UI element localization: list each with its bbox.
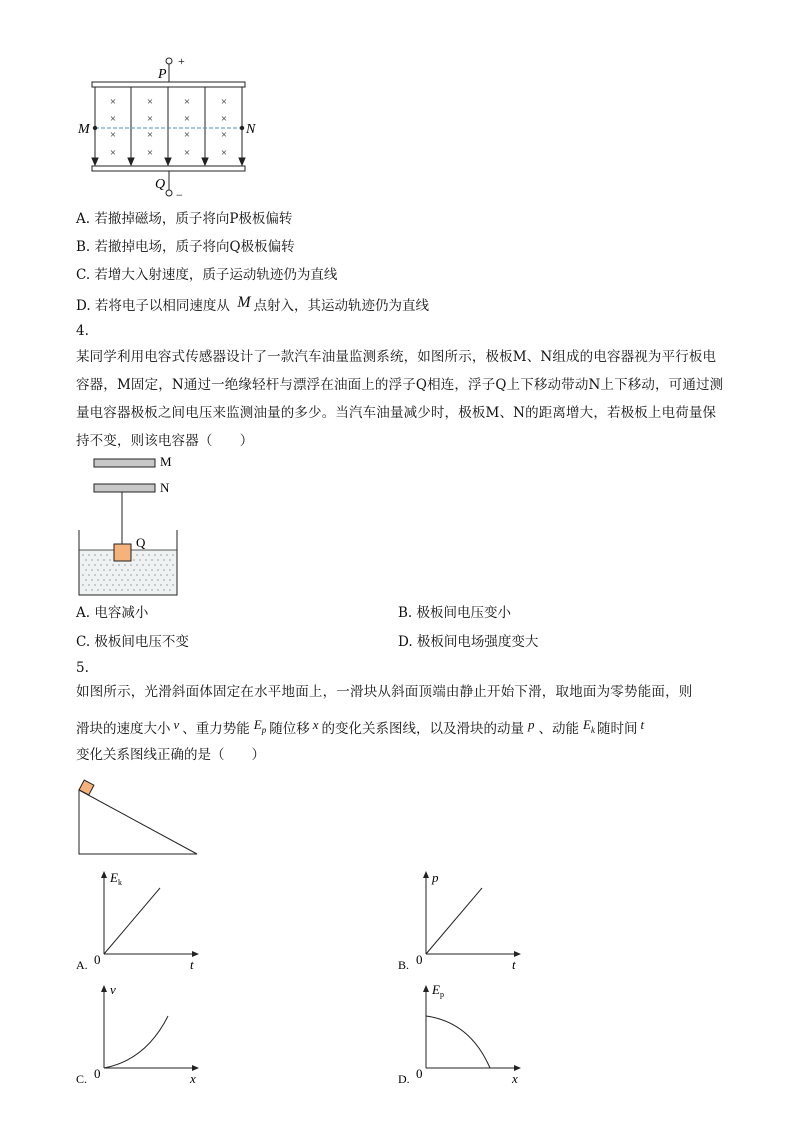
- oil-texture-dot: [145, 589, 146, 590]
- oil-texture-dot: [145, 579, 146, 580]
- graph-b-ylabel: p: [432, 870, 439, 885]
- oil-texture-dot: [142, 584, 143, 585]
- oil-texture-dot: [103, 559, 104, 560]
- graph-a-ylabel: E: [110, 870, 118, 885]
- oil-texture-dot: [82, 584, 83, 585]
- oil-texture-dot: [118, 584, 119, 585]
- oil-texture-dot: [115, 569, 116, 570]
- field-cross-mark: ×: [183, 147, 191, 159]
- q4-number: 4.: [76, 323, 89, 339]
- oil-texture-dot: [142, 564, 143, 565]
- oil-texture-dot: [124, 564, 125, 565]
- field-cross-mark: ×: [109, 129, 117, 141]
- oil-texture-dot: [127, 589, 128, 590]
- oil-texture-dot: [154, 554, 155, 555]
- graph-b-origin: 0: [416, 952, 423, 967]
- field-cross-mark: ×: [220, 113, 228, 125]
- oil-texture-dot: [136, 554, 137, 555]
- oil-texture-dot: [100, 584, 101, 585]
- oil-texture-dot: [139, 559, 140, 560]
- oil-texture-dot: [103, 589, 104, 590]
- oil-texture-dot: [94, 574, 95, 575]
- oil-texture-dot: [145, 559, 146, 560]
- oil-texture-dot: [121, 579, 122, 580]
- oil-texture-dot: [139, 589, 140, 590]
- oil-texture-dot: [109, 589, 110, 590]
- oil-texture-dot: [94, 554, 95, 555]
- oil-texture-dot: [88, 584, 89, 585]
- q4-label-q: Q: [136, 535, 146, 550]
- q5-text-time: 随时间: [596, 721, 638, 737]
- oil-texture-dot: [172, 584, 173, 585]
- oil-texture-dot: [157, 579, 158, 580]
- graph-c-label: C.: [76, 1072, 88, 1086]
- oil-texture-dot: [133, 569, 134, 570]
- oil-texture-dot: [133, 559, 134, 560]
- q5-line1: 如图所示，光滑斜面体固定在水平地面上，一滑块从斜面顶端由静止开始下滑，取地面为零势能面，则: [76, 684, 693, 700]
- label-q: Q: [155, 177, 166, 192]
- q3-option-d-prefix: D. 若将电子以相同速度从: [76, 298, 230, 314]
- oil-texture-dot: [115, 589, 116, 590]
- oil-texture-dot: [169, 559, 170, 560]
- q5-text-ke: 、动能: [538, 721, 580, 737]
- q3-option-b: B. 若撤掉电场，质子将向Q极板偏转: [76, 239, 295, 255]
- oil-texture-dot: [136, 564, 137, 565]
- oil-texture-dot: [136, 574, 137, 575]
- oil-texture-dot: [100, 554, 101, 555]
- oil-texture-dot: [127, 569, 128, 570]
- oil-texture-dot: [130, 574, 131, 575]
- q5-text-pe: 、重力势能: [182, 721, 250, 737]
- oil-texture-dot: [103, 569, 104, 570]
- label-n: N: [246, 122, 256, 137]
- q5-var-v: v: [173, 717, 180, 732]
- oil-texture-dot: [97, 569, 98, 570]
- field-cross-mark: ×: [109, 113, 117, 125]
- field-cross-mark: ×: [146, 129, 154, 141]
- oil-texture-dot: [169, 569, 170, 570]
- oil-texture-dot: [166, 574, 167, 575]
- q4-option-d: D. 极板间电场强度变大: [398, 634, 539, 650]
- oil-texture-dot: [148, 554, 149, 555]
- field-cross-mark: ×: [109, 147, 117, 159]
- oil-texture-dot: [100, 574, 101, 575]
- oil-texture-dot: [136, 584, 137, 585]
- oil-texture-dot: [91, 579, 92, 580]
- oil-texture-dot: [115, 579, 116, 580]
- oil-texture-dot: [82, 554, 83, 555]
- q5-graph-c: [76, 982, 206, 1088]
- oil-texture-dot: [103, 579, 104, 580]
- label-p: P: [158, 67, 167, 82]
- oil-texture-dot: [85, 559, 86, 560]
- oil-texture-dot: [97, 579, 98, 580]
- graph-c-ylabel: v: [110, 982, 116, 997]
- oil-texture-dot: [91, 559, 92, 560]
- graph-a-label: A.: [76, 958, 88, 972]
- q5-graph-a: [76, 868, 206, 974]
- q5-text-speed: 滑块的速度大小: [76, 721, 171, 737]
- oil-texture-dot: [88, 564, 89, 565]
- q5-line3: 变化关系图线正确的是（ ）: [76, 747, 265, 763]
- oil-texture-dot: [121, 569, 122, 570]
- q5-var-x: x: [312, 717, 319, 732]
- field-cross-mark: ×: [183, 129, 191, 141]
- q3-option-c: C. 若增大入射速度，质子运动轨迹仍为直线: [76, 267, 338, 283]
- plus-sign: +: [178, 54, 185, 68]
- oil-texture-dot: [142, 574, 143, 575]
- graph-d-label: D.: [398, 1072, 410, 1086]
- q3-figure: [70, 50, 270, 200]
- oil-texture-dot: [106, 584, 107, 585]
- oil-texture-dot: [148, 584, 149, 585]
- q4-option-a: A. 电容减小: [76, 605, 149, 621]
- q5-text-disp: 随位移: [269, 721, 310, 737]
- oil-texture-dot: [145, 569, 146, 570]
- field-cross-mark: ×: [183, 96, 191, 108]
- oil-texture-dot: [163, 579, 164, 580]
- oil-texture-dot: [97, 559, 98, 560]
- oil-texture-dot: [112, 574, 113, 575]
- oil-texture-dot: [121, 589, 122, 590]
- q5-var-t: t: [640, 717, 645, 732]
- oil-texture-dot: [106, 564, 107, 565]
- oil-texture-dot: [151, 559, 152, 560]
- oil-texture-dot: [151, 589, 152, 590]
- graph-d-origin: 0: [416, 1066, 423, 1081]
- q4-label-m: M: [160, 454, 172, 469]
- oil-texture-dot: [151, 579, 152, 580]
- graph-a-origin: 0: [94, 952, 101, 967]
- oil-texture-dot: [151, 569, 152, 570]
- oil-texture-dot: [160, 584, 161, 585]
- field-cross-mark: ×: [220, 96, 228, 108]
- field-cross-mark: ×: [109, 96, 117, 108]
- oil-texture-dot: [157, 569, 158, 570]
- q4-option-b: B. 极板间电压变小: [398, 605, 512, 621]
- oil-texture-dot: [163, 589, 164, 590]
- oil-texture-dot: [109, 569, 110, 570]
- oil-texture-dot: [166, 554, 167, 555]
- oil-texture-dot: [85, 579, 86, 580]
- q4-label-n: N: [160, 480, 170, 495]
- q5-var-ek: E: [583, 717, 591, 732]
- q3-option-d-var: M: [237, 294, 251, 311]
- oil-texture-dot: [112, 564, 113, 565]
- oil-texture-dot: [85, 589, 86, 590]
- oil-texture-dot: [172, 554, 173, 555]
- field-cross-mark: ×: [146, 113, 154, 125]
- graph-c-xlabel: x: [190, 1071, 196, 1086]
- graph-d-ysub: p: [440, 990, 444, 999]
- q5-number: 5.: [76, 660, 89, 676]
- oil-texture-dot: [148, 564, 149, 565]
- oil-texture-dot: [91, 589, 92, 590]
- oil-texture-dot: [163, 569, 164, 570]
- oil-texture-dot: [91, 569, 92, 570]
- oil-texture-dot: [106, 554, 107, 555]
- oil-texture-dot: [154, 564, 155, 565]
- graph-d-xlabel: x: [512, 1071, 518, 1086]
- oil-texture-dot: [124, 574, 125, 575]
- q5-var-p: p: [528, 717, 535, 732]
- oil-texture-dot: [160, 564, 161, 565]
- field-cross-mark: ×: [220, 129, 228, 141]
- oil-texture-dot: [118, 564, 119, 565]
- oil-texture-dot: [157, 589, 158, 590]
- oil-texture-dot: [160, 574, 161, 575]
- label-m: M: [78, 122, 90, 137]
- oil-texture-dot: [130, 564, 131, 565]
- oil-texture-dot: [169, 589, 170, 590]
- oil-texture-dot: [112, 584, 113, 585]
- q5-line2: [76, 719, 644, 740]
- oil-texture-dot: [166, 584, 167, 585]
- graph-d-ylabel: E: [432, 982, 440, 997]
- graph-a-ysub: k: [118, 878, 122, 887]
- graph-c-origin: 0: [94, 1066, 101, 1081]
- oil-texture-dot: [124, 584, 125, 585]
- oil-texture-dot: [130, 584, 131, 585]
- oil-texture-dot: [109, 559, 110, 560]
- graph-b-label: B.: [398, 958, 410, 972]
- q3-option-d-suffix: 点射入，其运动轨迹仍为直线: [253, 298, 430, 314]
- oil-texture-dot: [97, 589, 98, 590]
- q5-var-k-sub: k: [590, 725, 595, 735]
- field-cross-mark: ×: [146, 147, 154, 159]
- oil-texture-dot: [127, 579, 128, 580]
- q5-graph-b: [398, 868, 528, 974]
- oil-texture-dot: [163, 559, 164, 560]
- oil-texture-dot: [157, 559, 158, 560]
- oil-texture-dot: [139, 579, 140, 580]
- q5-incline-figure: [76, 778, 206, 858]
- oil-texture-dot: [172, 574, 173, 575]
- q5-var-p-sub: p: [261, 725, 267, 735]
- q5-text-momentum: 的变化关系图线，以及滑块的动量: [321, 721, 525, 737]
- oil-texture-dot: [133, 579, 134, 580]
- field-cross-mark: ×: [146, 96, 154, 108]
- q3-option-d: [76, 296, 429, 316]
- oil-texture-dot: [88, 554, 89, 555]
- oil-texture-dot: [160, 554, 161, 555]
- oil-texture-dot: [172, 564, 173, 565]
- oil-texture-dot: [88, 574, 89, 575]
- oil-texture-dot: [169, 579, 170, 580]
- oil-texture-dot: [139, 569, 140, 570]
- oil-texture-dot: [94, 564, 95, 565]
- oil-texture-dot: [154, 584, 155, 585]
- oil-texture-dot: [154, 574, 155, 575]
- oil-texture-dot: [133, 589, 134, 590]
- q4-figure: [74, 452, 194, 602]
- graph-a-xlabel: t: [190, 957, 194, 972]
- oil-texture-dot: [82, 574, 83, 575]
- field-cross-mark: ×: [220, 147, 228, 159]
- oil-texture-dot: [106, 574, 107, 575]
- oil-texture-dot: [82, 564, 83, 565]
- q5-graph-d: [398, 982, 528, 1088]
- minus-sign: −: [176, 188, 183, 200]
- q4-option-c: C. 极板间电压不变: [76, 634, 189, 650]
- oil-texture-dot: [166, 564, 167, 565]
- oil-texture-dot: [94, 584, 95, 585]
- oil-texture-dot: [100, 564, 101, 565]
- q4-stem: 某同学利用电容式传感器设计了一款汽车油量监测系统，如图所示，极板M、N组成的电容器视为平行板电容器，M固定，N通过一绝缘轻杆与漂浮在油面上的浮子Q相连，浮子Q上下移动带动N上下移动，可通过测量电容器极板之间电压来监测油量的多少。当汽车油量减少时，极板M、N的距离增大，若极板上电荷量保持不变，则该电容器（ ）: [76, 349, 724, 449]
- oil-texture-dot: [109, 579, 110, 580]
- oil-texture-dot: [118, 574, 119, 575]
- q3-option-a: A. 若撤掉磁场，质子将向P极板偏转: [76, 211, 293, 227]
- field-cross-mark: ×: [183, 113, 191, 125]
- oil-texture-dot: [85, 569, 86, 570]
- oil-texture-dot: [148, 574, 149, 575]
- graph-b-xlabel: t: [512, 957, 516, 972]
- q5-var-e: E: [253, 717, 262, 732]
- oil-texture-dot: [142, 554, 143, 555]
